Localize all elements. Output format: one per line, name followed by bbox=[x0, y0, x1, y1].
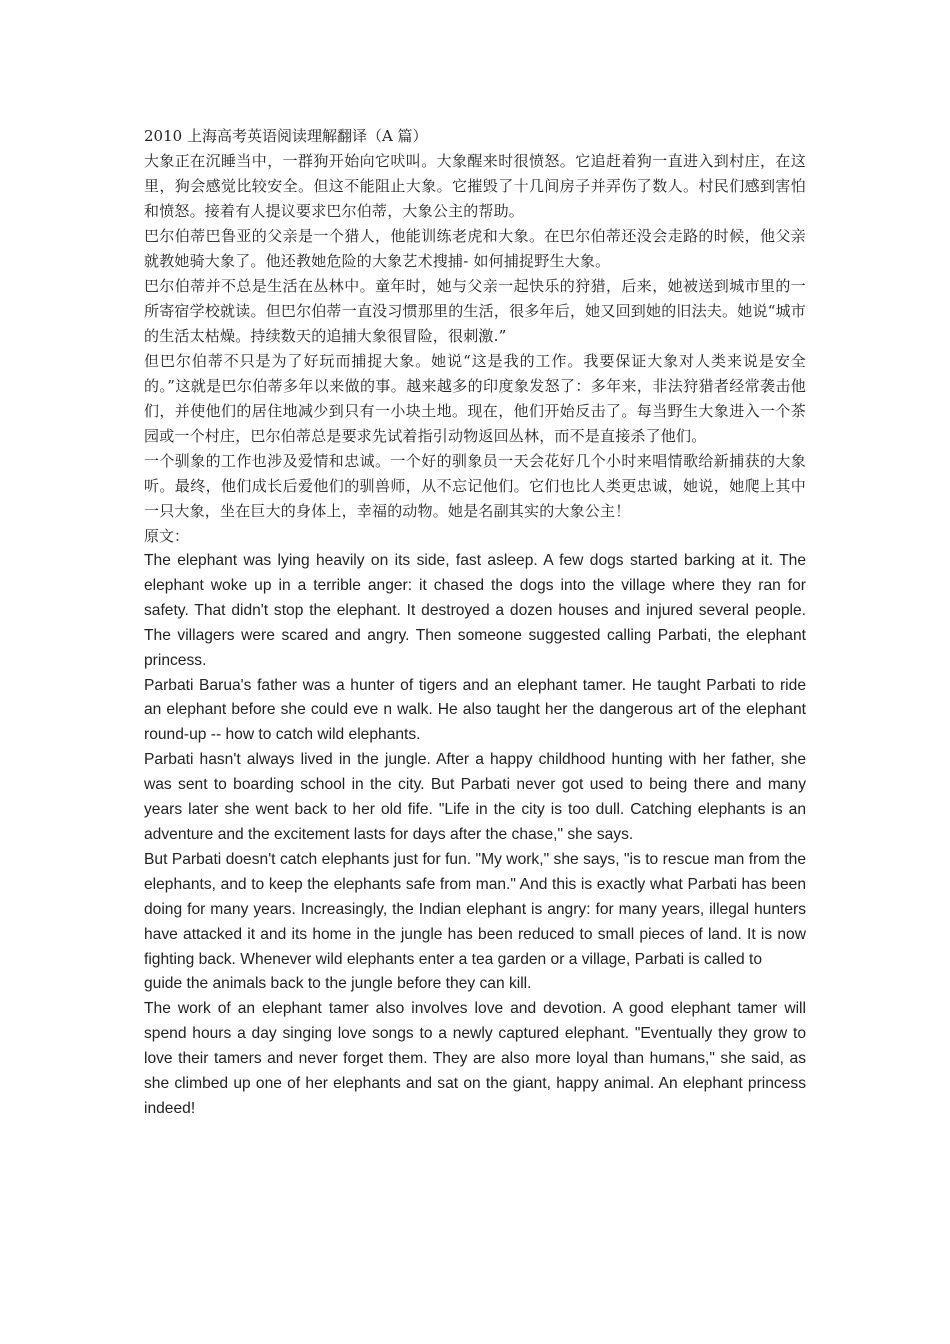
translation-paragraph-1: 大象正在沉睡当中，一群狗开始向它吠叫。大象醒来时很愤怒。它追赶着狗一直进入到村庄，在这里，狗会感觉比较安全。但这不能阻止大象。它摧毁了十几间房子并弄伤了数人。村民们感到害怕和愤怒。接着有人提议要求巴尔伯蒂，大象公主的帮助。 bbox=[144, 152, 806, 220]
original-paragraph-1: The elephant was lying heavily on its side, fast asleep. A few dogs started barking at it. The elephant woke up in a terrible anger: it chased the dogs into the village where they ran for safety. That didn't stop the elephant. It destroyed a dozen houses and injured several people. The villagers were scared and angry. Then someone suggested calling Parbati, the elephant princess. bbox=[144, 552, 806, 669]
original-paragraph-4: But Parbati doesn't catch elephants just for fun. "My work," she says, "is to rescue man from the elephants, and to keep the elephants safe from man." And this is exactly what Parbati has been doing for many years. Increasingly, the Indian elephant is angry: for many years, illegal hunters have attacked it and its home in the jungle has been reduced to small pieces of land. It is now fighting back. Whenever wild elephants enter a tea garden or a village, Parbati is called to bbox=[144, 850, 806, 968]
original-paragraph-2: Parbati Barua's father was a hunter of tigers and an elephant tamer. He taught Parbati to ride an elephant before she could eve n walk. He also taught her the dangerous art of the elephant round-up -- how to catch wild elephants. bbox=[144, 676, 806, 744]
original-label: 原文： bbox=[144, 527, 190, 545]
translation-paragraph-3: 巴尔伯蒂并不总是生活在丛林中。童年时，她与父亲一起快乐的狩猎，后来，她被送到城市里的一所寄宿学校就读。但巴尔伯蒂一直没习惯那里的生活，很多年后，她又回到她的旧法夫。她说“城市的生活太枯燥。持续数天的追捕大象很冒险，很刺激.” bbox=[144, 277, 806, 345]
original-paragraph-6: The work of an elephant tamer also involves love and devotion. A good elephant tamer will spend hours a day singing love songs to a newly captured elephant. "Eventually they grow to love their tamers and never forget them. They are also more loyal than humans," she said, as she climbed up one of her elephants and sat on the giant, happy animal. An elephant princess indeed! bbox=[144, 1000, 806, 1117]
translation-paragraph-2: 巴尔伯蒂巴鲁亚的父亲是一个猎人，他能训练老虎和大象。在巴尔伯蒂还没会走路的时候，他父亲就教她骑大象了。他还教她危险的大象艺术搜捕- 如何捕捉野生大象。 bbox=[144, 227, 806, 270]
document-title: 2010 上海高考英语阅读理解翻译（A 篇） bbox=[144, 127, 428, 145]
translation-paragraph-4: 但巴尔伯蒂不只是为了好玩而捕捉大象。她说“这是我的工作。我要保证大象对人类来说是安全的。”这就是巴尔伯蒂多年以来做的事。越来越多的印度象发怒了：多年来，非法狩猎者经常袭击他们，并使他们的居住地减少到只有一小块土地。现在，他们开始反击了。每当野生大象进入一个茶园或一个村庄，巴尔伯蒂总是要求先试着指引动物返回丛林，而不是直接杀了他们。 bbox=[144, 352, 806, 445]
original-paragraph-3: Parbati hasn't always lived in the jungle. After a happy childhood hunting with her father, she was sent to boarding school in the city. But Parbati never got used to being there and many years later she went back to her old fife. "Life in the city is too dull. Catching elephants is an adventure and the excitement lasts for days after the chase," she says. bbox=[144, 751, 806, 843]
translation-paragraph-5: 一个驯象的工作也涉及爱情和忠诚。一个好的驯象员一天会花好几个小时来唱情歌给新捕获的大象听。最终，他们成长后爱他们的驯兽师，从不忘记他们。它们也比人类更忠诚，她说，她爬上其中一只大象，坐在巨大的身体上，幸福的动物。她是名副其实的大象公主！ bbox=[144, 452, 806, 520]
original-paragraph-5: guide the animals back to the jungle before they can kill. bbox=[144, 975, 532, 993]
document-page bbox=[144, 124, 806, 1122]
